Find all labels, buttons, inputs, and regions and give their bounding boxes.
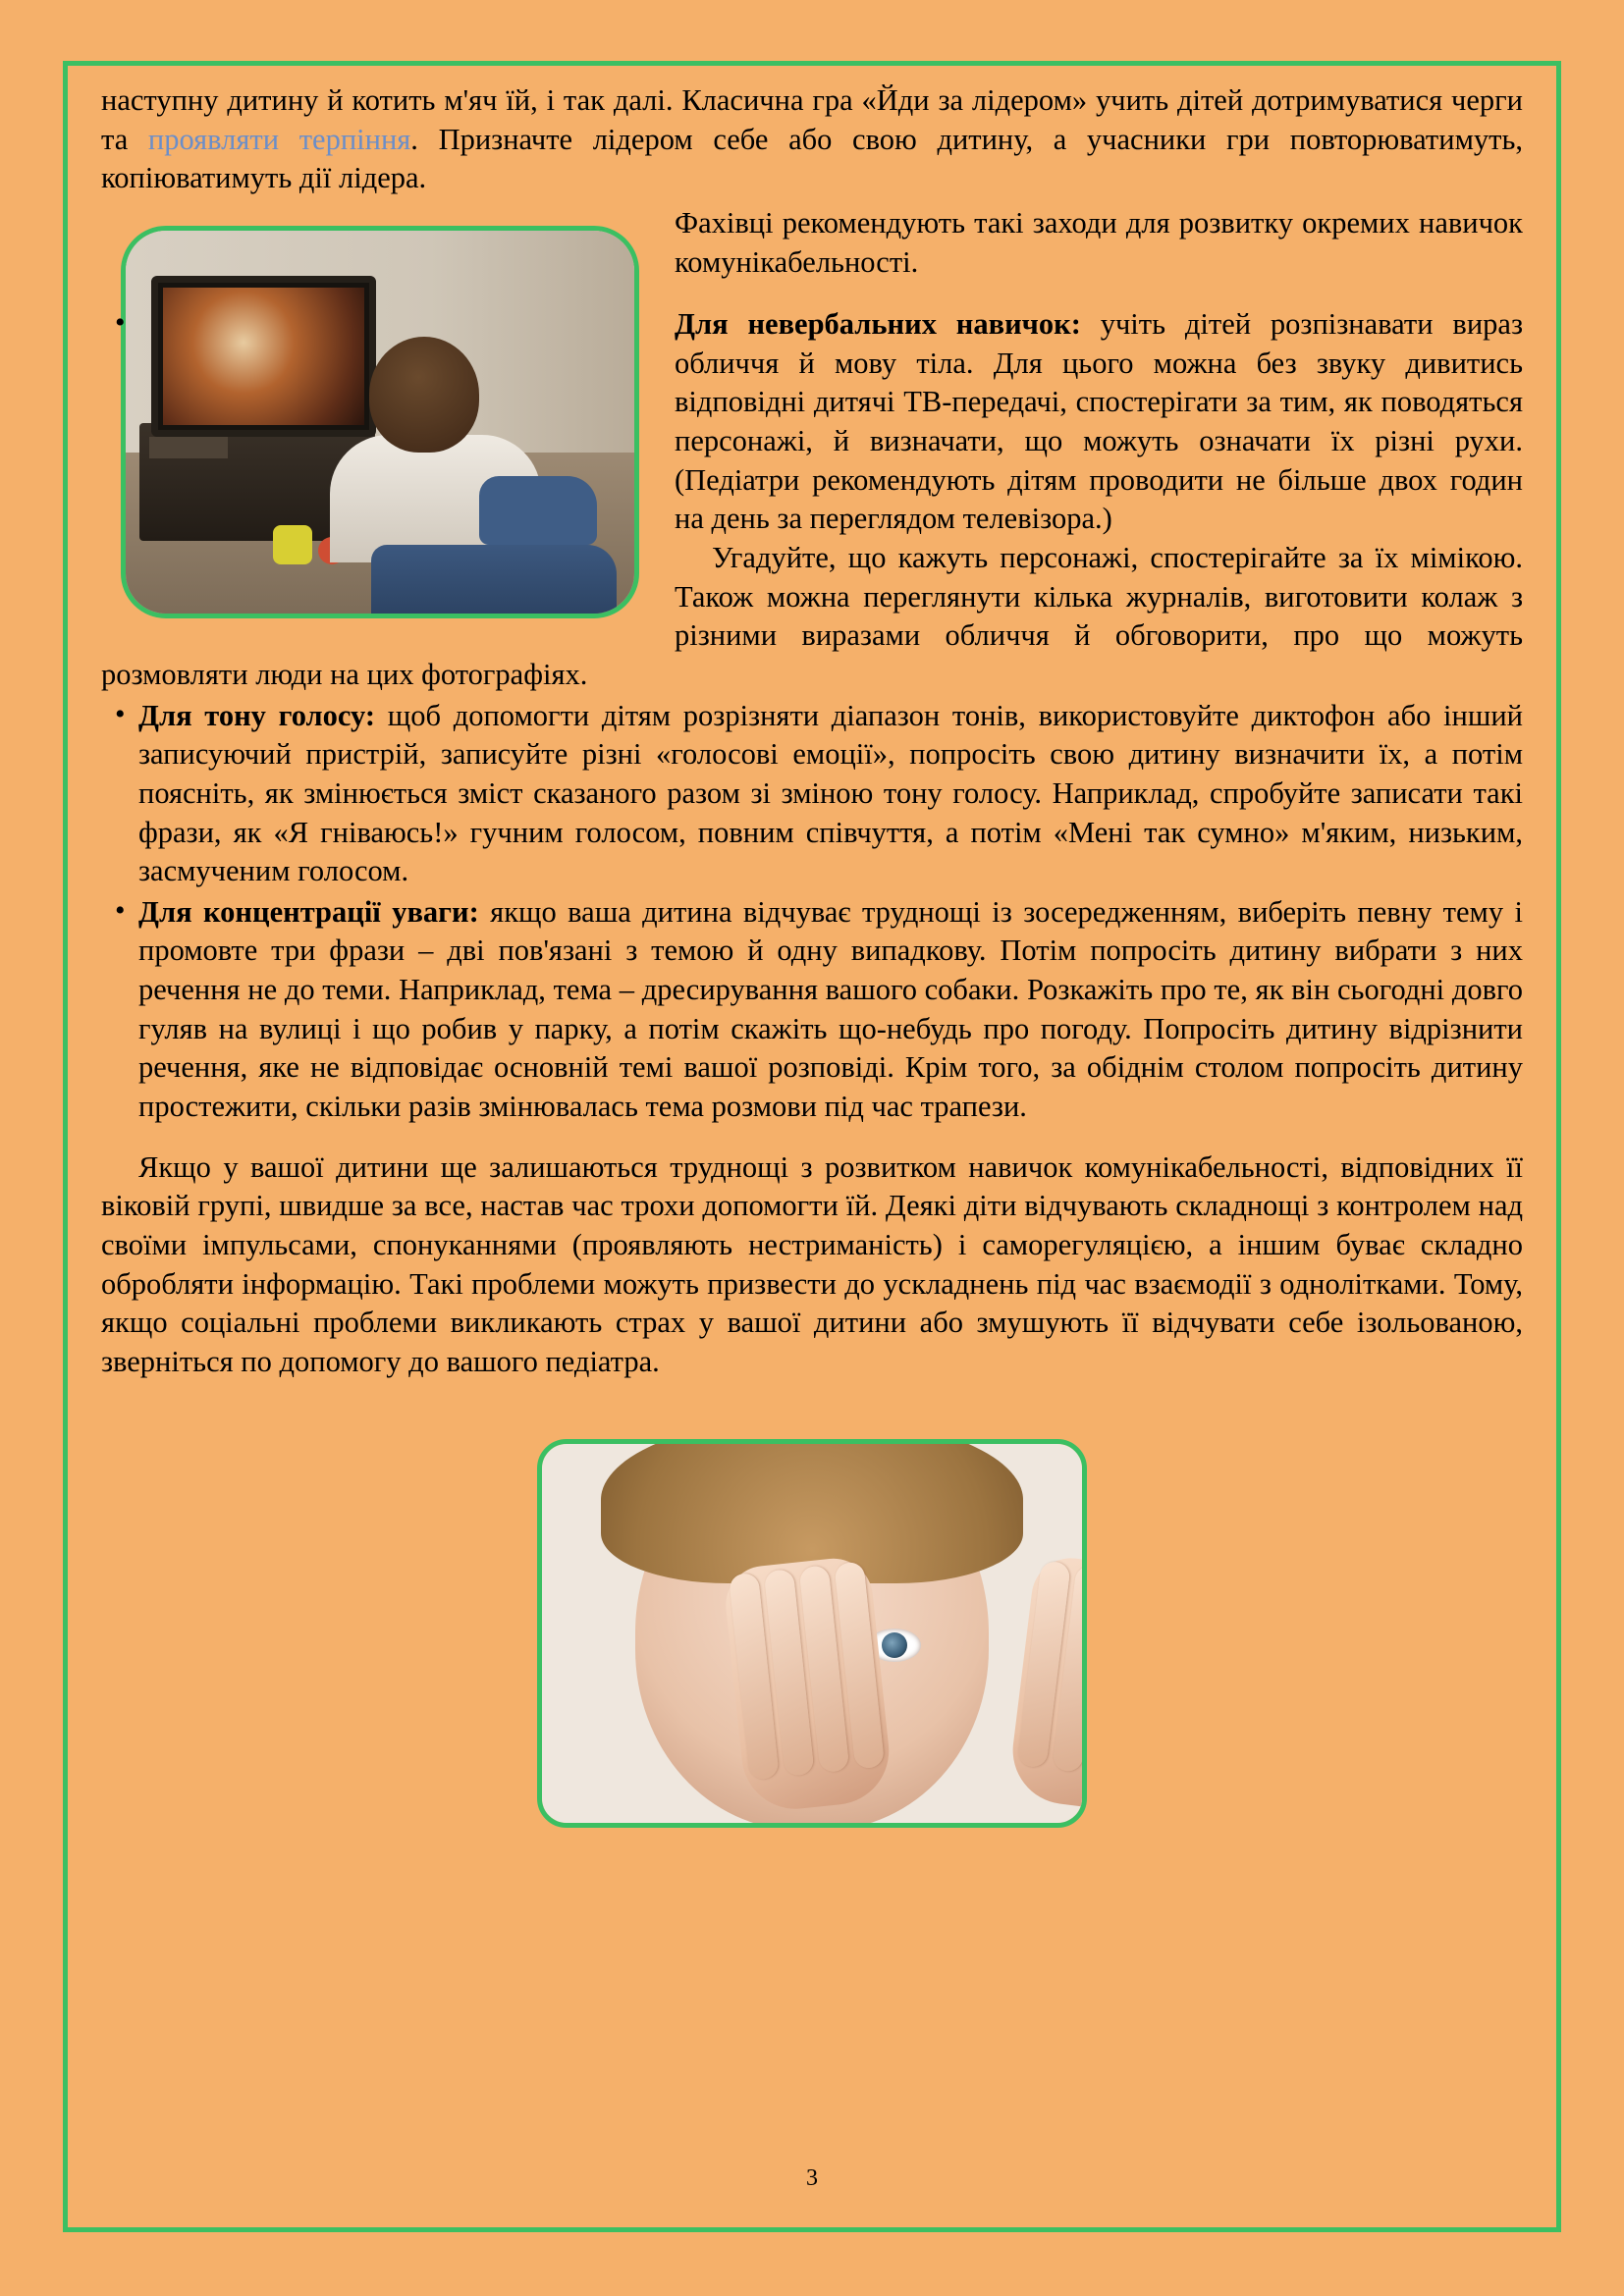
hands-scene-illustration xyxy=(542,1444,1082,1823)
page-number: 3 xyxy=(806,2165,818,2191)
list-item-nonverbal xyxy=(101,305,1523,539)
list-item-focus xyxy=(101,893,1523,1127)
intro-text-part2: . Призначте лідером себе або свою дитину, а учасники гри повторюватимуть, копіюватимуть дії лідера. xyxy=(101,122,1523,195)
skills-list xyxy=(101,305,1523,539)
focus-text: якщо ваша дитина відчуває труднощі із зосередженням, виберіть певну тему і промовте три фрази – дві пов'язані з темою й одну випадкову. Потім попросіть дитину вибрати з них речення не до теми. Наприклад, тема – дресирування вашого собаки. Розкажіть про те, як він сьогодні довго гуляв на вулиці і що робив у парку, а потім скажіть що-небудь про погоду. Попросіть дитину відрізнити речення, яке не відповідає основній темі вашої розповіді. Крім того, за обіднім столом попросіть дитину простежити, скільки разів змінювалась тема розмови під час трапези. xyxy=(138,894,1523,1124)
left-hand xyxy=(722,1554,893,1813)
experts-paragraph: Фахівці рекомендують такі заходи для розвитку окремих навичок комунікабельності. xyxy=(675,205,1523,279)
focus-label: Для концентрації уваги: xyxy=(138,894,479,929)
nonverbal-label: Для невербальних навичок: xyxy=(675,307,1081,342)
tone-text: щоб допомогти дітям розрізняти діапазон тонів, використовуйте диктофон або інший записуючий пристрій, записуйте різні «голосові емоції», попросіть свою дитину визначити їх, а потім поясніть, як змінюється зміст сказаного разом зі зміною тону голосу. Наприклад, спробуйте записати такі фрази, як «Я гніваюсь!» гучним голосом, повним співчуття, а потім «Мені так сумно» м'яким, низьким, засмученим голосом. xyxy=(138,698,1523,888)
right-hand xyxy=(1006,1553,1087,1814)
hands-photo xyxy=(537,1439,1087,1828)
tone-label: Для тону голосу: xyxy=(138,698,376,732)
spacer-2 xyxy=(101,1127,1523,1148)
page-content xyxy=(68,66,1556,2227)
spacer-3 xyxy=(101,1382,1523,1439)
list-item-tone xyxy=(101,697,1523,891)
inline-link[interactable]: проявляти терпіння xyxy=(147,122,411,156)
intro-paragraph xyxy=(101,81,1523,198)
left-pupil xyxy=(882,1632,907,1658)
skills-list-2 xyxy=(101,697,1523,1127)
nonverbal-text: учіть дітей розпізнавати вираз обличчя й мову тіла. Для цього можна без звуку дивитись відповідні дитячі ТВ-передачі, спостерігати за тим, як поводяться персонажі, й визначати, що можуть означати їх різні рухи. (Педіатри рекомендують дітям проводити не більше двох годин на день за переглядом телевізора.) xyxy=(675,307,1523,536)
intro-text-part1: наступну дитину й котить м'яч їй, і так далі. Класична гра «Йди за лідером» учить дітей дотримуватися черги та xyxy=(101,83,1523,156)
document-page xyxy=(63,61,1561,2232)
nonverbal-continuation: Угадуйте, що кажуть персонажі, спостерігайте за їх мімікою. Також можна переглянути кілька журналів, виготовити колаж з різними виразами обличчя й обговорити, про що можуть розмовляти люди на цих фотографіях. xyxy=(101,541,1523,691)
closing-paragraph: Якщо у вашої дитини ще залишаються труднощі з розвитком навичок комунікабельності, відповідних її віковій групі, швидше за все, настав час трохи допомогти їй. Деякі діти відчувають складнощі з контролем над своїми імпульсами, спонуканнями (проявляють нестриманість) і саморегуляцією, а іншим буває складно обробляти інформацію. Такі проблеми можуть призвести до ускладнень під час взаємодії з однолітками. Тому, якщо соціальні проблеми викликають страх у вашої дитини або змушують її відчувати себе ізольованою, зверніться по допомогу до вашого педіатра. xyxy=(101,1149,1523,1378)
child-jeans xyxy=(371,545,617,618)
